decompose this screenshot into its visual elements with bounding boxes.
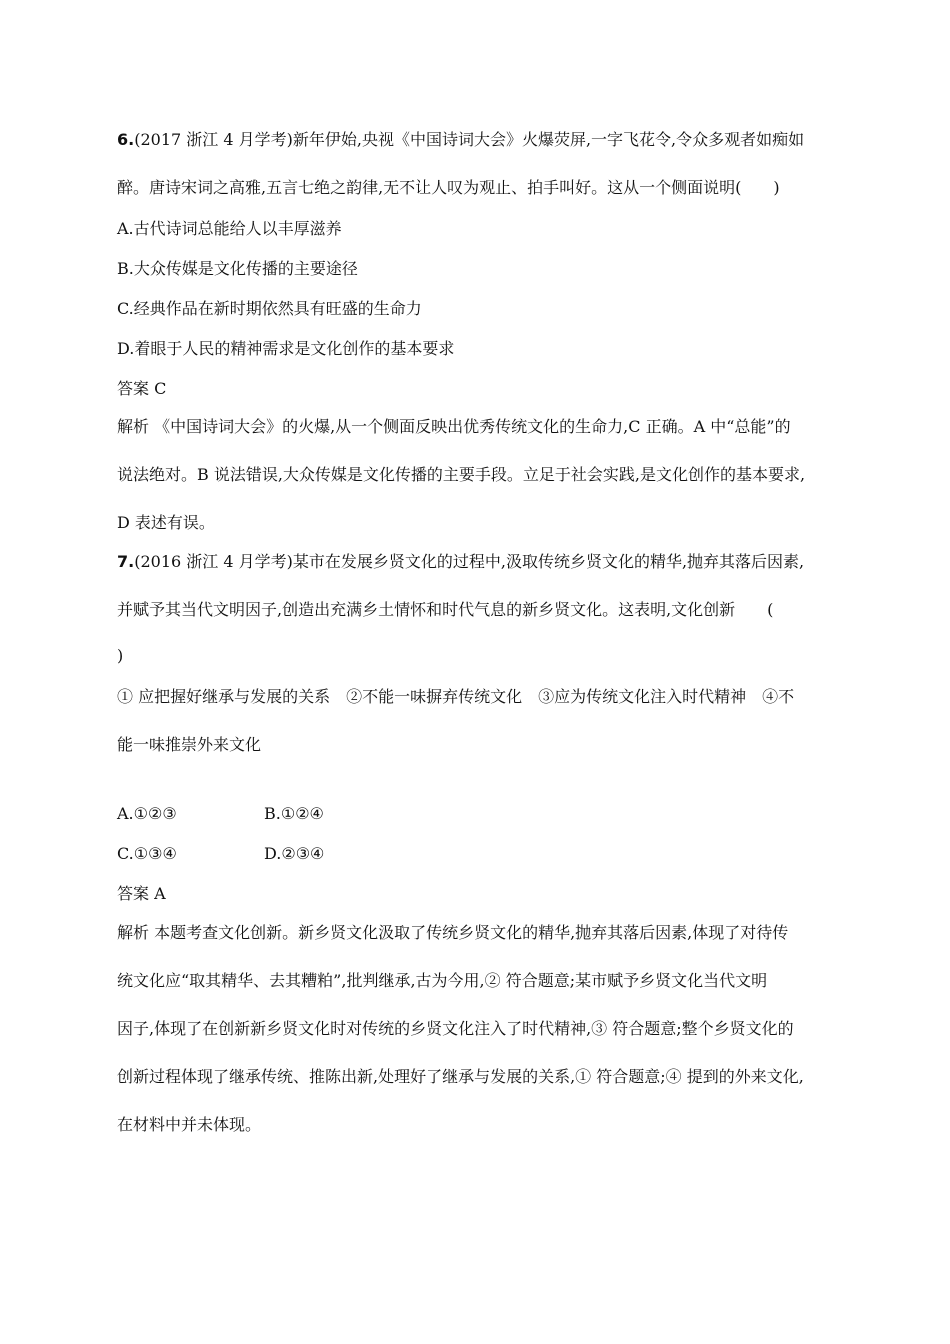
- q6-option-c: C.经典作品在新时期依然具有旺盛的生命力: [117, 299, 422, 318]
- q7-stem-line-3: ): [117, 646, 124, 665]
- q6-stem-text-1: (2017 浙江 4 月学考)新年伊始,央视《中国诗词大会》火爆荧屏,一字飞花令,令众多观者如痴如: [134, 130, 805, 149]
- q6-analysis-line-3: D 表述有误。: [117, 513, 215, 532]
- q7-stem-line-1: [117, 551, 804, 573]
- q6-option-a: A.古代诗词总能给人以丰厚滋养: [117, 219, 342, 238]
- q6-option-b: B.大众传媒是文化传播的主要途径: [117, 259, 358, 278]
- q7-option-c: C.①③④: [117, 844, 177, 863]
- q6-number: 6.: [117, 130, 135, 149]
- q6-stem-line-1: [117, 129, 804, 151]
- q7-analysis-line-1: 解析 本题考查文化创新。新乡贤文化汲取了传统乡贤文化的精华,抛弃其落后因素,体现了对待传: [117, 923, 789, 942]
- q7-analysis-line-5: 在材料中并未体现。: [117, 1115, 262, 1134]
- q7-option-d: D.②③④: [264, 844, 325, 863]
- q7-stem-text-1: (2016 浙江 4 月学考)某市在发展乡贤文化的过程中,汲取传统乡贤文化的精华,抛弃其落后因素,: [134, 552, 805, 571]
- q7-analysis-line-4: 创新过程体现了继承传统、推陈出新,处理好了继承与发展的关系,① 符合题意;④ 提到的外来文化,: [117, 1067, 804, 1086]
- q7-option-b: B.①②④: [264, 804, 324, 823]
- q6-analysis-line-2: 说法绝对。B 说法错误,大众传媒是文化传播的主要手段。立足于社会实践,是文化创作的基本要求,: [117, 465, 806, 484]
- q7-stem-line-2: 并赋予其当代文明因子,创造出充满乡土情怀和时代气息的新乡贤文化。这表明,文化创新 (: [117, 600, 774, 619]
- q6-answer: 答案 C: [117, 379, 167, 398]
- q7-answer: 答案 A: [117, 884, 166, 903]
- q6-stem-line-2: 醉。唐诗宋词之高雅,五言七绝之韵律,无不让人叹为观止、拍手叫好。这从一个侧面说明( ): [117, 178, 780, 197]
- q7-statements-line-2: 能一味推崇外来文化: [117, 735, 262, 754]
- q7-statements-line-1: ① 应把握好继承与发展的关系 ②不能一味摒弃传统文化 ③应为传统文化注入时代精神 ④不: [117, 687, 795, 706]
- q7-option-a: A.①②③: [117, 804, 177, 823]
- q7-analysis-line-3: 因子,体现了在创新新乡贤文化时对传统的乡贤文化注入了时代精神,③ 符合题意;整个乡贤文化的: [117, 1019, 794, 1038]
- q7-number: 7.: [117, 552, 135, 571]
- q6-option-d: D.着眼于人民的精神需求是文化创作的基本要求: [117, 339, 455, 358]
- q6-analysis-line-1: 解析 《中国诗词大会》的火爆,从一个侧面反映出优秀传统文化的生命力,C 正确。A 中“总能”的: [117, 417, 791, 436]
- q7-analysis-line-2: 统文化应“取其精华、去其糟粕”,批判继承,古为今用,② 符合题意;某市赋予乡贤文化当代文明: [117, 971, 768, 990]
